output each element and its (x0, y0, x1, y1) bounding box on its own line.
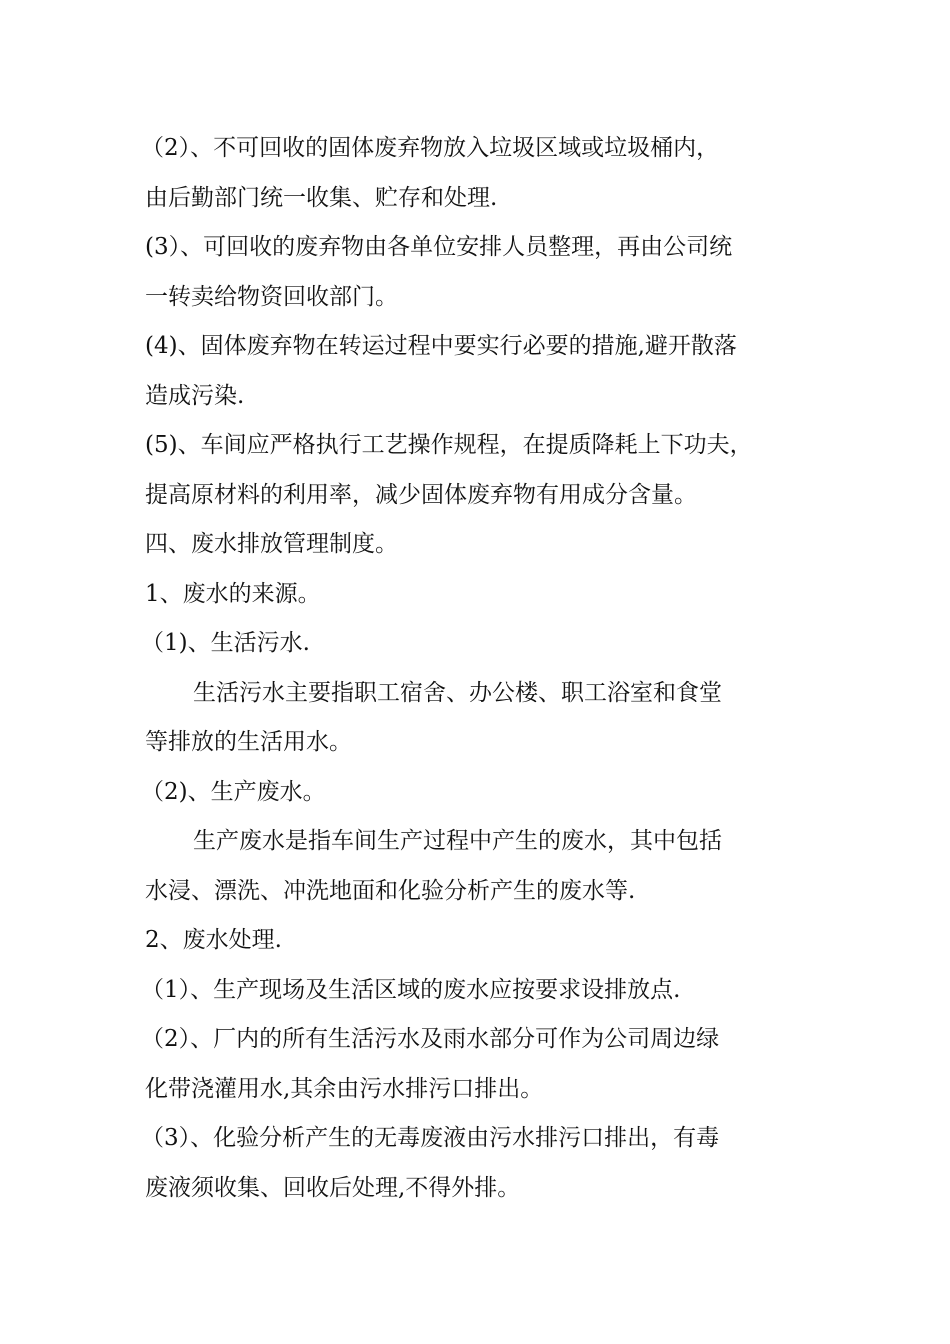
section-heading: 四、废水排放管理制度。 (145, 531, 398, 557)
paragraph-line: 生产废水是指车间生产过程中产生的废水，其中包括 (193, 828, 722, 854)
item-heading: （2)、生产废水。 (141, 778, 326, 805)
paragraph-line: 水浸、漂洗、冲洗地面和化验分析产生的废水等. (145, 877, 636, 904)
paragraph-line: （3）、化验分析产生的无毒废液由污水排污口排出，有毒 (141, 1125, 720, 1151)
subsection-heading: 1、废水的来源。 (145, 580, 321, 607)
paragraph-line: (4)、固体废弃物在转运过程中要实行必要的措施,避开散落 (145, 333, 737, 359)
item-heading: （1)、生活污水. (141, 630, 310, 656)
document-body (141, 124, 815, 1213)
paragraph-line: 生活污水主要指职工宿舍、办公楼、职工浴室和食堂 (193, 679, 722, 706)
paragraph-line: （2）、厂内的所有生活污水及雨水部分可作为公司周边绿 (141, 1026, 720, 1052)
paragraph-line: 一转卖给物资回收部门。 (145, 283, 398, 310)
paragraph-line: 造成污染. (145, 382, 245, 409)
paragraph-line: 等排放的生活用水。 (145, 729, 352, 755)
paragraph-line: 化带浇灌用水,其余由污水排污口排出。 (145, 1075, 544, 1102)
paragraph-line: (3）、可回收的废弃物由各单位安排人员整理，再由公司统 (145, 234, 733, 260)
paragraph-line: （1）、生产现场及生活区域的废水应按要求设排放点. (141, 976, 681, 1003)
paragraph-line: （2）、不可回收的固体废弃物放入垃圾区域或垃圾桶内， (141, 135, 720, 161)
paragraph-line: 废液须收集、回收后处理,不得外排。 (145, 1174, 521, 1201)
paragraph-line: 由后勤部门统一收集、贮存和处理. (145, 184, 498, 211)
paragraph-line: (5)、车间应严格执行工艺操作规程，在提质降耗上下功夫， (145, 432, 753, 458)
paragraph-line: 提高原材料的利用率，减少固体废弃物有用成分含量。 (145, 481, 697, 508)
subsection-heading: 2、废水处理. (145, 927, 282, 953)
